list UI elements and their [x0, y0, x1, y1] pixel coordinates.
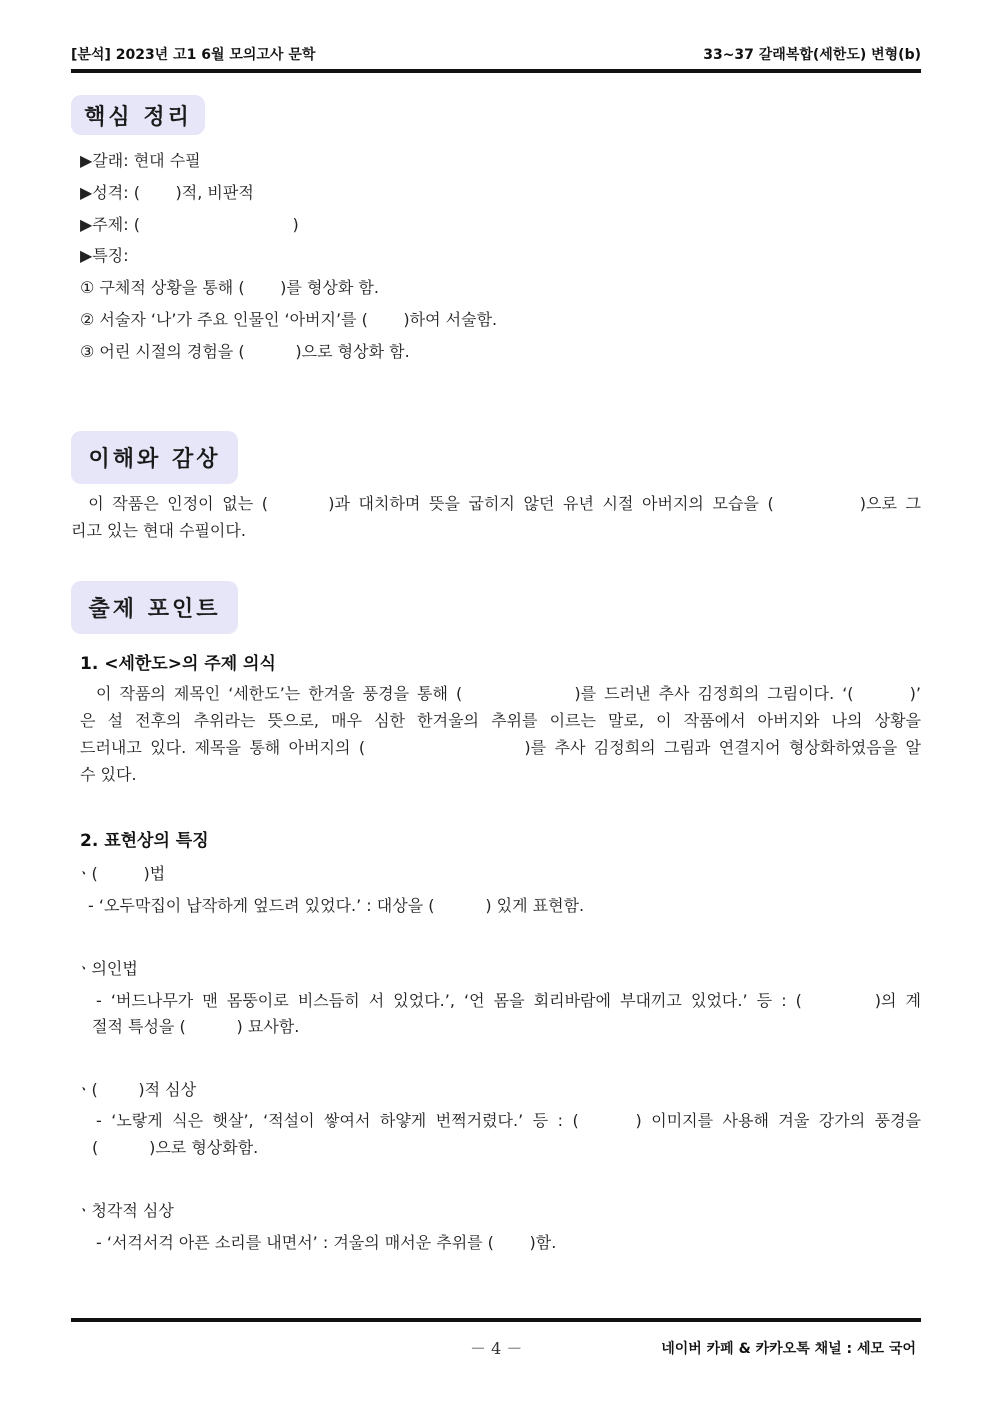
expression-example: - ‘노랗게 식은 햇살’, ‘적설이 쌓여서 하얗게 번쩍거렸다.’ 등 : ( ) 이미지를 사용해 겨울 강가의 풍경을 [96, 1111, 921, 1130]
expression-example: - ‘버드나무가 맨 몸뚱이로 비스듬히 서 있었다.’, ‘언 몸을 회리바람에 부대끼고 있었다.’ 등 : ( )의 계 [96, 991, 921, 1010]
expression-example: ( )으로 형상화함. [92, 1138, 259, 1157]
theme-paragraph-line: 은 설 전후의 추위라는 뜻으로, 매우 심한 한겨울의 추위를 이르는 말로, 이 작품에서 아버지와 나의 상황을 [80, 711, 921, 730]
appreciation-line: 리고 있는 현대 수필이다. [71, 521, 246, 540]
summary-item: ▶특징: [80, 246, 129, 265]
header-right: 33~37 갈래복합(세한도) 변형(b) [703, 47, 921, 63]
theme-paragraph-line: 드러내고 있다. 제목을 통해 아버지의 ( )를 추사 김정희의 그림과 연결지어 형상화하였음을 알 [80, 738, 921, 757]
summary-item: ▶성격: ( )적, 비판적 [80, 183, 254, 202]
expression-example: - ‘오두막집이 납작하게 엎드려 있었다.’ : 대상을 ( ) 있게 표현함. [88, 896, 585, 915]
header-rule [71, 69, 921, 73]
footer-channel: 네이버 카페 & 카카오톡 채널 : 세모 국어 [661, 1341, 916, 1357]
summary-item: ▶갈래: 현대 수필 [80, 151, 201, 170]
section-title-summary: 핵심 정리 [71, 95, 205, 135]
section-title-exam-points: 출제 포인트 [71, 581, 238, 634]
subsection-heading-theme: 1. <세한도>의 주제 의식 [80, 654, 276, 674]
expression-bullet: ㆍ의인법 [76, 959, 138, 978]
theme-paragraph-line: 수 있다. [80, 765, 137, 784]
section-title-appreciation: 이해와 감상 [71, 431, 238, 484]
header-left: [분석] 2023년 고1 6월 모의고사 문학 [71, 47, 316, 63]
expression-bullet: ㆍ( )법 [76, 864, 166, 883]
appreciation-line: 이 작품은 인정이 없는 ( )과 대치하며 뜻을 굽히지 않던 유년 시절 아버지의 모습을 ( )으로 그 [71, 494, 922, 513]
summary-feature: ② 서술자 ‘나’가 주요 인물인 ‘아버지’를 ( )하여 서술함. [80, 310, 498, 329]
expression-bullet: ㆍ( )적 심상 [76, 1080, 197, 1099]
page-number: － 4 － [470, 1339, 523, 1358]
footer-rule [71, 1318, 921, 1322]
expression-bullet: ㆍ청각적 심상 [76, 1201, 174, 1220]
summary-item: ▶주제: ( ) [80, 215, 299, 234]
expression-example: - ‘서걱서걱 아픈 소리를 내면서’ : 겨울의 매서운 추위를 ( )함. [96, 1233, 557, 1252]
theme-paragraph-line: 이 작품의 제목인 ‘세한도’는 한겨울 풍경을 통해 ( )를 드러낸 추사 김정희의 그림이다. ‘( )’ [80, 684, 921, 703]
summary-feature: ① 구체적 상황을 통해 ( )를 형상화 함. [80, 278, 379, 297]
summary-feature: ③ 어린 시절의 경험을 ( )으로 형상화 함. [80, 342, 410, 361]
expression-example: 절적 특성을 ( ) 묘사함. [92, 1017, 300, 1036]
subsection-heading-expression: 2. 표현상의 특징 [80, 831, 209, 851]
